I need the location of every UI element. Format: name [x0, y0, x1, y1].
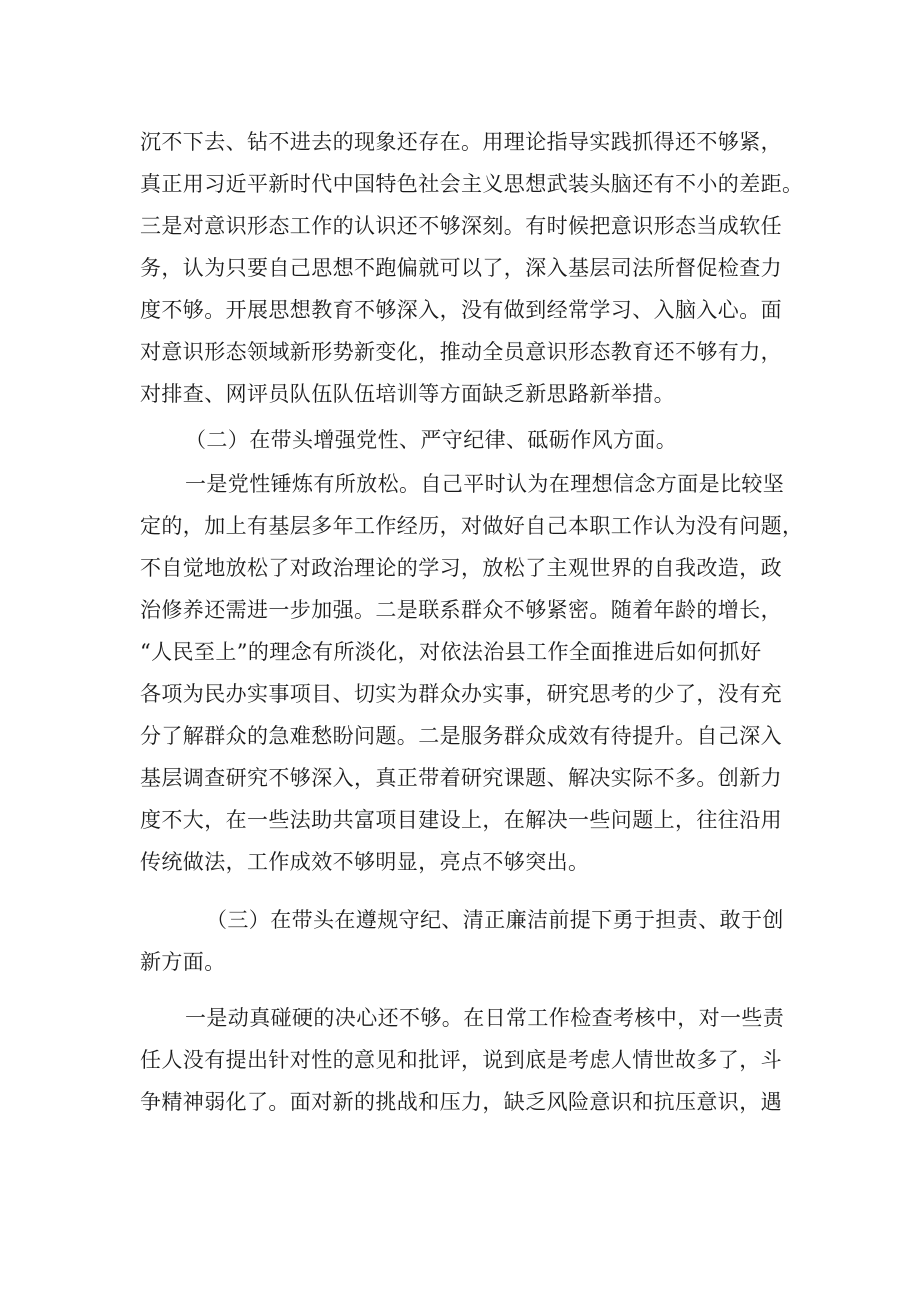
text-line: 对意识形态领域新形势新变化，推动全员意识形态教育还不够有力， [140, 340, 782, 364]
text-line: 传统做法，工作成效不够明显，亮点不够突出。 [140, 850, 590, 874]
text-line: 一是党性锤炼有所放松。自己平时认为在理想信念方面是比较坚 [185, 472, 785, 496]
section-heading: 新方面。 [140, 950, 226, 974]
text-line: 沉不下去、钻不进去的现象还存在。用理论指导实践抓得还不够紧， [140, 130, 782, 154]
text-line: 三是对意识形态工作的认识还不够深刻。有时候把意识形态当成软任 [140, 214, 782, 238]
text-line: 争精神弱化了。面对新的挑战和压力，缺乏风险意识和抗压意识，遇 [140, 1090, 782, 1114]
text-line: 定的，加上有基层多年工作经历，对做好自己本职工作认为没有问题， [140, 514, 804, 538]
text-line: 一是动真碰硬的决心还不够。在日常工作检查考核中，对一些责 [185, 1006, 785, 1030]
text-line: 各项为民办实事项目、切实为群众办实事，研究思考的少了，没有充 [140, 682, 782, 706]
section-heading: （二）在带头增强党性、严守纪律、砥砺作风方面。 [185, 428, 678, 452]
text-line: “人民至上”的理念有所淡化，对依法治县工作全面推进后如何抓好 [140, 640, 762, 664]
text-line: 度不够。开展思想教育不够深入，没有做到经常学习、入脑入心。面 [140, 298, 782, 322]
text-line: 度不大，在一些法助共富项目建设上，在解决一些问题上，往往沿用 [140, 808, 782, 832]
text-line: 分了解群众的急难愁盼问题。二是服务群众成效有待提升。自己深入 [140, 724, 782, 748]
text-line: 对排查、网评员队伍队伍培训等方面缺乏新思路新举措。 [140, 382, 675, 406]
text-line: 基层调查研究不够深入，真正带着研究课题、解决实际不多。创新力 [140, 766, 782, 790]
section-heading: （三）在带头在遵规守纪、清正廉洁前提下勇于担责、敢于创 [206, 908, 784, 932]
text-line: 务，认为只要自己思想不跑偏就可以了，深入基层司法所督促检查力 [140, 256, 782, 280]
text-line: 不自觉地放松了对政治理论的学习，放松了主观世界的自我改造，政 [140, 556, 782, 580]
text-line: 真正用习近平新时代中国特色社会主义思想武装头脑还有不小的差距。 [140, 172, 804, 196]
text-line: 任人没有提出针对性的意见和批评，说到底是考虑人情世故多了，斗 [140, 1048, 782, 1072]
text-line: 治修养还需进一步加强。二是联系群众不够紧密。随着年龄的增长， [140, 598, 782, 622]
